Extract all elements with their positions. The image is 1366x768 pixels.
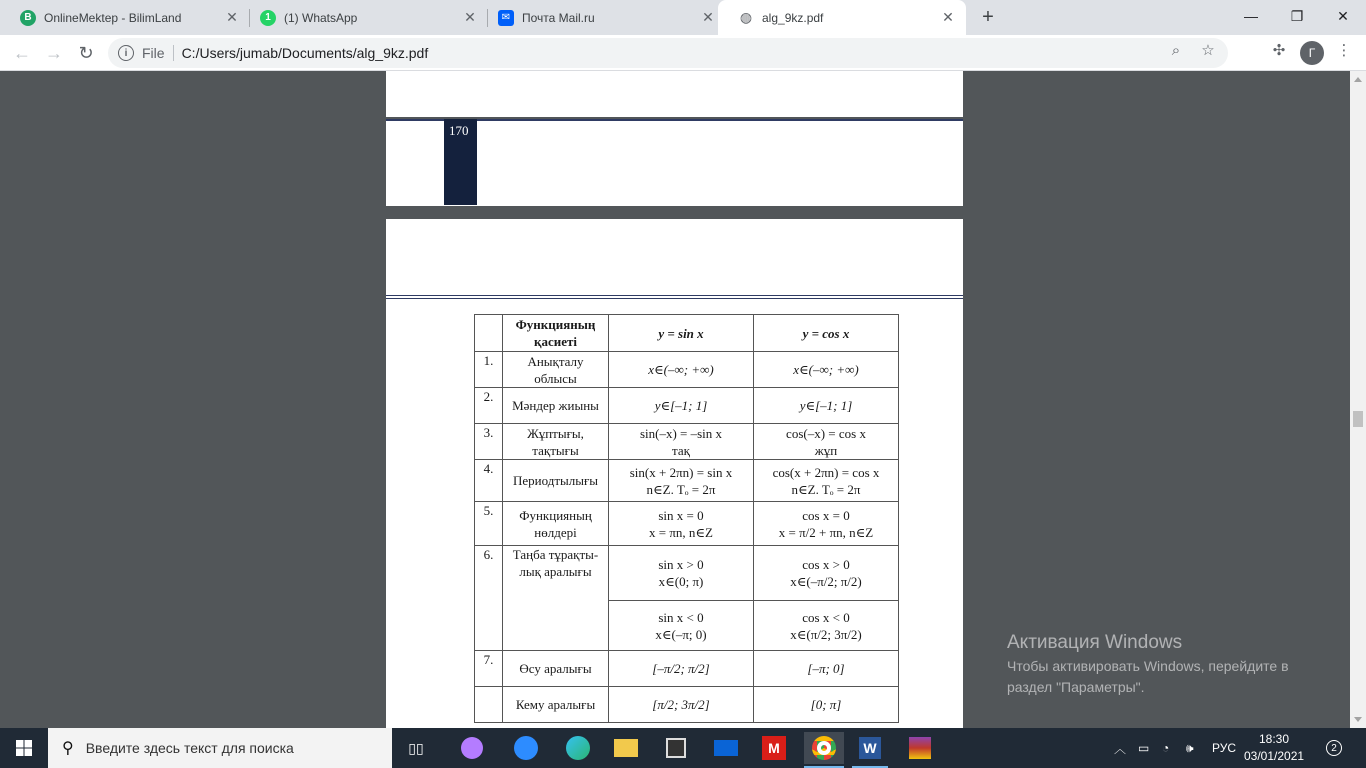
cell-line: sin(–x) = –sin x xyxy=(639,425,723,441)
star-icon[interactable]: ☆ xyxy=(1201,42,1215,59)
tab-strip xyxy=(0,0,1366,35)
tab-title: (1) WhatsApp xyxy=(284,10,358,25)
time: 18:30 xyxy=(1258,732,1290,746)
row-number: 7. xyxy=(475,651,503,687)
close-window-button[interactable]: ✕ xyxy=(1337,7,1349,24)
notification-center-icon[interactable] xyxy=(1322,736,1346,760)
mail-ru-icon: ✉ xyxy=(498,10,514,26)
cell-line: sin(x + 2πn) = sin x xyxy=(629,464,733,480)
cell-line: cos(–x) = cos x xyxy=(786,425,866,441)
row-number: 4. xyxy=(475,460,503,502)
page-rule xyxy=(386,298,963,299)
search-icon: ⚲ xyxy=(62,740,74,757)
cell-cos xyxy=(754,460,899,502)
mail-icon[interactable] xyxy=(708,732,744,764)
page-rule xyxy=(386,295,963,296)
row-number: 1. xyxy=(475,352,503,388)
cell-cos: x∈(–∞; +∞) xyxy=(754,352,899,388)
header-property: Функцияның қасиеті xyxy=(503,315,609,352)
table-row xyxy=(475,687,899,723)
activation-line: раздел "Параметры". xyxy=(1007,679,1145,695)
tab-mail-ru[interactable] xyxy=(478,0,726,35)
show-hidden-icons[interactable]: ︿ xyxy=(1114,741,1127,756)
app-m-icon[interactable]: M xyxy=(756,732,792,764)
url-scheme: File xyxy=(142,45,165,61)
row-property: Таңба тұрақты-лық аралығы xyxy=(503,546,609,651)
date: 03/01/2021 xyxy=(1244,749,1305,763)
scroll-down-icon[interactable] xyxy=(1354,717,1362,722)
globe-icon: ◍ xyxy=(739,9,753,25)
pdf-page-fragment xyxy=(386,71,963,117)
info-icon[interactable]: i xyxy=(118,45,134,61)
table-row xyxy=(475,546,899,601)
word-icon[interactable]: W xyxy=(852,732,888,764)
cell-sin: [π/2; 3π/2] xyxy=(609,687,754,723)
cell-line: x∈(0; π) xyxy=(658,574,704,589)
edge-icon[interactable] xyxy=(560,732,596,764)
close-icon[interactable]: ✕ xyxy=(226,9,238,25)
cell-line: sin x = 0 xyxy=(658,507,704,523)
row-number: 2. xyxy=(475,388,503,424)
winrar-icon[interactable] xyxy=(902,732,938,764)
row-property: Жұптығы, тақтығы xyxy=(503,424,609,460)
whatsapp-icon: 1 xyxy=(260,10,276,26)
cell-line: x = π/2 + πn, n∈Z xyxy=(778,524,874,540)
cell-sin xyxy=(609,502,754,546)
cell-sin xyxy=(609,601,754,651)
row-property: Функцияның нөлдері xyxy=(503,502,609,546)
taskbar-search[interactable] xyxy=(48,728,392,768)
battery-icon[interactable]: ▭ xyxy=(1138,741,1150,755)
cell-line: cos x > 0 xyxy=(802,557,850,572)
pdf-viewer[interactable] xyxy=(0,71,1350,728)
cell-cos xyxy=(754,424,899,460)
cell-sin xyxy=(609,460,754,502)
row-property: Анықталу облысы xyxy=(503,352,609,388)
cell-line: n∈Z. Tₒ = 2π xyxy=(646,481,716,497)
cell-line: cos x = 0 xyxy=(802,507,850,523)
row-property: Периодтылығы xyxy=(503,460,609,502)
table-row xyxy=(475,502,899,546)
extensions-icon[interactable]: ✣ xyxy=(1272,42,1286,59)
row-number xyxy=(475,687,503,723)
network-icon[interactable]: ◔ xyxy=(1162,741,1170,755)
cell-cos xyxy=(754,502,899,546)
cell-cos: [–π; 0] xyxy=(754,651,899,687)
divider xyxy=(173,45,174,61)
close-icon[interactable]: ✕ xyxy=(942,9,954,25)
cell-line: sin x > 0 xyxy=(658,557,704,572)
cell-line: cos(x + 2πn) = cos x xyxy=(772,464,880,480)
volume-icon[interactable]: 🕪 xyxy=(1186,740,1194,755)
header-sin: y = sin x xyxy=(609,315,754,352)
cell-sin xyxy=(609,424,754,460)
tab-title: OnlineMektep - BilimLand xyxy=(44,10,182,25)
store-icon[interactable] xyxy=(658,732,694,764)
cell-sin xyxy=(609,546,754,601)
table-row xyxy=(475,651,899,687)
minimize-button[interactable]: — xyxy=(1244,8,1258,24)
row-property: Өсу аралығы xyxy=(503,651,609,687)
row-property: Мәндер жиыны xyxy=(503,388,609,424)
task-view-icon[interactable]: ▯▯ xyxy=(408,739,424,756)
scroll-thumb[interactable] xyxy=(1353,411,1363,427)
close-icon[interactable]: ✕ xyxy=(702,9,714,25)
tab-whatsapp[interactable] xyxy=(240,0,488,35)
bilimland-icon: B xyxy=(20,10,36,26)
cell-line: n∈Z. Tₒ = 2π xyxy=(791,481,861,497)
row-number: 5. xyxy=(475,502,503,546)
cortana-icon[interactable] xyxy=(454,732,490,764)
chrome-icon[interactable] xyxy=(804,732,844,764)
cell-sin: y∈[–1; 1] xyxy=(609,388,754,424)
cell-line: тақ xyxy=(672,442,690,458)
row-number: 3. xyxy=(475,424,503,460)
pdf-page xyxy=(386,119,963,206)
tab-pdf[interactable] xyxy=(718,0,966,35)
close-icon[interactable]: ✕ xyxy=(464,9,476,25)
cell-line: cos x < 0 xyxy=(802,609,850,625)
browser-toolbar xyxy=(0,35,1366,71)
back-button[interactable]: ← xyxy=(13,42,31,63)
maximize-button[interactable]: ❐ xyxy=(1290,7,1304,24)
zoom-icon[interactable]: ⌕ xyxy=(1171,41,1181,59)
search-placeholder: Введите здесь текст для поиска xyxy=(85,740,294,756)
cell-cos: y∈[–1; 1] xyxy=(754,388,899,424)
pdf-page xyxy=(386,219,963,728)
file-explorer-icon[interactable] xyxy=(608,732,644,764)
cell-line: x∈(π/2; 3π/2) xyxy=(790,626,862,642)
scroll-up-icon[interactable] xyxy=(1354,77,1362,82)
header-cos: y = cos x xyxy=(754,315,899,352)
cell-line: жұп xyxy=(814,442,838,458)
cell-cos xyxy=(754,546,899,601)
taskbar xyxy=(0,728,1366,768)
cell-line: x∈(–π/2; π/2) xyxy=(790,574,862,589)
table-row xyxy=(475,388,899,424)
start-button[interactable] xyxy=(0,728,48,768)
function-properties-table xyxy=(474,314,899,723)
table-row xyxy=(475,352,899,388)
table-row xyxy=(475,424,899,460)
header-num xyxy=(475,315,503,352)
row-property: Кему аралығы xyxy=(503,687,609,723)
page-number-bar xyxy=(444,119,477,205)
tab-bilimland[interactable] xyxy=(0,0,250,35)
forward-button[interactable]: → xyxy=(45,42,63,63)
cell-line: x∈(–π; 0) xyxy=(655,626,707,642)
language-indicator[interactable]: РУС xyxy=(1212,741,1237,755)
table-header-row xyxy=(475,315,899,352)
table-row xyxy=(475,460,899,502)
activation-title: Активация Windows xyxy=(1007,632,1183,653)
url-text[interactable]: C:/Users/jumab/Documents/alg_9kz.pdf xyxy=(181,45,429,61)
vertical-scrollbar[interactable] xyxy=(1350,71,1366,728)
new-tab-button[interactable]: + xyxy=(982,5,994,28)
notification-count: 2 xyxy=(1326,740,1342,756)
cell-line: sin x < 0 xyxy=(658,609,704,625)
cell-sin: x∈(–∞; +∞) xyxy=(609,352,754,388)
cell-cos xyxy=(754,601,899,651)
windows-activation-watermark xyxy=(1007,632,1289,698)
address-bar[interactable] xyxy=(108,38,1228,68)
clock[interactable] xyxy=(1244,731,1304,765)
windows-icon xyxy=(16,740,32,756)
tab-title: Почта Mail.ru xyxy=(522,10,595,25)
page-number: 170 xyxy=(449,123,469,138)
reload-button[interactable]: ↻ xyxy=(78,42,94,63)
cell-line: x = πn, n∈Z xyxy=(649,524,713,540)
tab-title: alg_9kz.pdf xyxy=(762,10,824,25)
cell-cos: [0; π] xyxy=(754,687,899,723)
menu-icon[interactable]: ⋮ xyxy=(1336,42,1352,59)
row-number: 6. xyxy=(475,546,503,651)
avatar[interactable]: Г xyxy=(1300,41,1324,65)
cell-sin: [–π/2; π/2] xyxy=(609,651,754,687)
activation-line: Чтобы активировать Windows, перейдите в xyxy=(1007,658,1289,674)
zoom-app-icon[interactable] xyxy=(508,732,544,764)
